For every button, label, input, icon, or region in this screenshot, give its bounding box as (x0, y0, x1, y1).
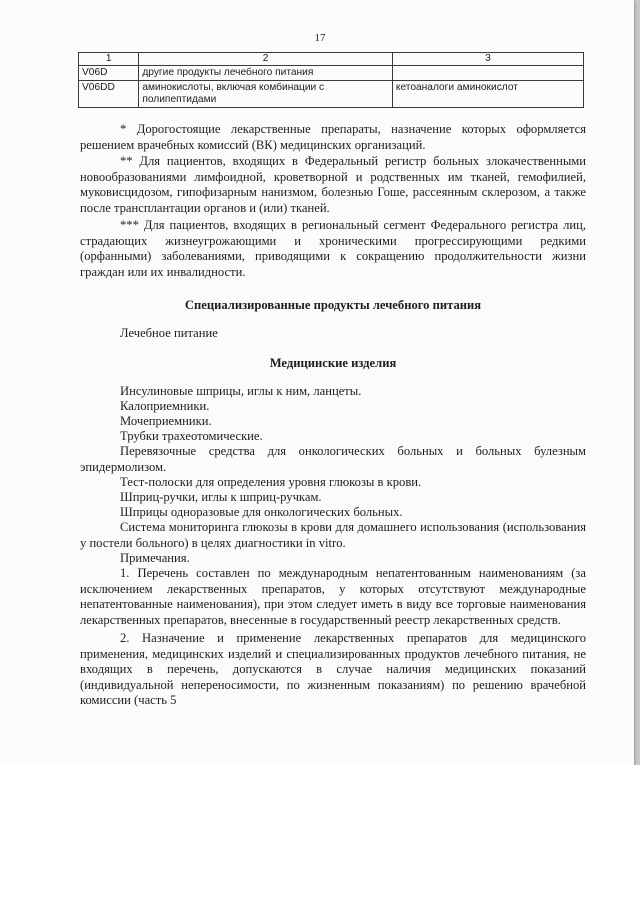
table-header-cell: 3 (392, 53, 583, 66)
atc-table (78, 52, 584, 108)
drug-name-cell: кетоаналоги аминокислот (392, 81, 583, 108)
atc-code-cell: V06DD (79, 81, 139, 108)
list-item: Тест-полоски для определения уровня глюкозы в крови. (120, 475, 422, 489)
note-1: 1. Перечень составлен по международным непатентованным наименованиям (за исключением лекарственных препаратов, у которых отсутствуют международные непатентованные наименования), при этом следует иметь в виду все торговые наименования лекарственных препаратов, внесенные в государственный реестр лекарственных средств. (80, 566, 586, 627)
list-item: Калоприемники. (120, 399, 210, 413)
page-number: 17 (314, 32, 326, 44)
list-item: Лечебное питание (120, 326, 218, 340)
atc-group-cell: аминокислоты, включая комбинации с полипептидами (139, 81, 393, 108)
list-item: Мочеприемники. (120, 414, 212, 428)
table-row (79, 66, 584, 81)
section-heading-nutrition: Специализированные продукты лечебного питания (184, 298, 482, 312)
table-header-cell: 1 (79, 53, 139, 66)
list-item: Инсулиновые шприцы, иглы к ним, ланцеты. (120, 384, 362, 398)
notes-title: Примечания. (120, 551, 190, 565)
drug-name-cell (392, 66, 583, 81)
footnote-3: *** Для пациентов, входящих в региональный сегмент Федерального регистра лиц, страдающих жизнеугрожающими и хроническими прогрессирующими редкими (орфанными) заболеваниями, приводящими к сокращению продолжительности жизни граждан или их инвалидности. (80, 218, 586, 279)
list-item: Трубки трахеотомические. (120, 429, 263, 443)
list-item: Перевязочные средства для онкологических больных и больных булезным эпидермолизом. (80, 444, 586, 474)
section-heading-medical-devices: Медицинские изделия (269, 356, 397, 370)
note-2: 2. Назначение и применение лекарственных препаратов для медицинского применения, медицинских изделий и специализированных продуктов лечебного питания, не входящих в перечень, допускаются в случае наличия медицинских показаний (индивидуальной непереносимости, по жизненным показаниям) по решению врачебной комиссии (часть 5 (80, 631, 586, 707)
table-header-row (79, 53, 584, 66)
table-row (79, 81, 584, 108)
list-item: Система мониторинга глюкозы в крови для домашнего использования (использования у постели больного) в целях диагностики in vitro. (80, 520, 586, 550)
footnote-1: * Дорогостоящие лекарственные препараты, назначение которых оформляется решением врачебных комиссий (ВК) медицинских организаций. (80, 122, 586, 152)
list-item: Шприцы одноразовые для онкологических больных. (120, 505, 403, 519)
atc-code-cell: V06D (79, 66, 139, 81)
table-header-cell: 2 (139, 53, 393, 66)
atc-group-cell: другие продукты лечебного питания (139, 66, 393, 81)
footnote-2: ** Для пациентов, входящих в Федеральный регистр больных злокачественными новообразованиями лимфоидной, кроветворной и родственных им тканей, гемофилией, муковисцидозом, гипофизарным нанизмом, болезнью Гоше, рассеянным склерозом, а также после трансплантации органов и (или) тканей. (80, 154, 586, 215)
list-item: Шприц-ручки, иглы к шприц-ручкам. (120, 490, 322, 504)
page-background (0, 765, 640, 905)
